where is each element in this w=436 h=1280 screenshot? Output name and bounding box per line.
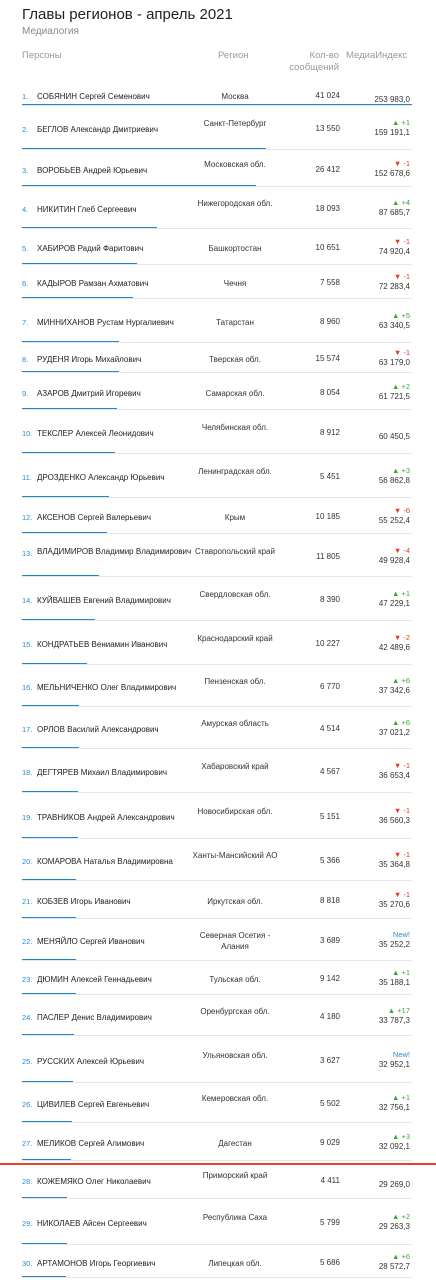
person-name: ДЕГТЯРЕВ Михаил Владимирович [37, 768, 167, 777]
media-index: 35 188,1 [378, 978, 410, 987]
rank-number: 24. [22, 1013, 33, 1022]
media-index: 55 252,4 [378, 516, 410, 525]
person-name: МЕНЯЙЛО Сергей Иванович [37, 937, 145, 946]
message-count: 41 024 [315, 91, 340, 100]
media-index: 56 862,8 [378, 476, 410, 485]
rank-change-badge: ▼ -1 [393, 806, 410, 815]
rank-change-badge: ▲ +6 [391, 718, 410, 727]
region-name: Тульская обл. [209, 975, 261, 984]
table-row[interactable] [0, 345, 436, 375]
media-index: 49 928,4 [378, 556, 410, 565]
media-index: 37 021,2 [378, 728, 410, 737]
page-title: Главы регионов - апрель 2021 [22, 6, 233, 23]
region-name: Республика Саха [202, 1213, 268, 1222]
person-name: ОРЛОВ Василий Александрович [37, 725, 159, 734]
media-index: 28 572,7 [378, 1262, 410, 1271]
row-divider [22, 1122, 412, 1123]
row-divider [22, 706, 412, 707]
rank-number: 5. [22, 244, 29, 253]
table-row[interactable] [0, 841, 436, 883]
message-count: 18 093 [315, 204, 340, 213]
media-index: 72 283,4 [378, 282, 410, 291]
rank-number: 8. [22, 355, 29, 364]
rank-number: 27. [22, 1139, 33, 1148]
person-name: ТЕКСЛЕР Алексей Леонидович [37, 429, 154, 438]
table-row[interactable] [0, 152, 436, 189]
region-name: Москва [221, 92, 249, 101]
media-index: 32 092,1 [378, 1142, 410, 1151]
row-divider [22, 264, 412, 265]
person-name: КУЙВАШЕВ Евгений Владимирович [37, 596, 171, 605]
person-name: КАДЫРОВ Рамзан Ахматович [37, 279, 149, 288]
region-name: Липецкая обл. [208, 1259, 262, 1268]
region-name: Ульяновская обл. [202, 1051, 268, 1060]
media-index: 47 229,1 [378, 599, 410, 608]
column-header-persons[interactable]: Персоны [22, 50, 62, 61]
message-count: 15 574 [315, 354, 340, 363]
rank-number: 6. [22, 279, 29, 288]
table-row[interactable] [0, 1247, 436, 1280]
message-count: 10 185 [315, 512, 340, 521]
rank-number: 19. [22, 813, 33, 822]
message-count: 13 550 [315, 124, 340, 133]
media-index: 63 179,0 [378, 358, 410, 367]
message-count: 10 227 [315, 639, 340, 648]
rank-number: 15. [22, 640, 33, 649]
region-name: Ленинградская обл. [198, 467, 272, 476]
row-divider [22, 576, 412, 577]
rank-change-badge: ▲ +1 [391, 968, 410, 977]
media-index: 32 952,1 [378, 1060, 410, 1069]
table-row[interactable] [0, 500, 436, 536]
person-name: НИКОЛАЕВ Айсен Сергеевич [37, 1219, 147, 1228]
person-name: БЕГЛОВ Александр Дмитриевич [37, 125, 159, 134]
rank-number: 3. [22, 166, 29, 175]
rank-number: 22. [22, 937, 33, 946]
table-row[interactable] [0, 667, 436, 709]
media-index: 87 685,7 [378, 208, 410, 217]
region-name: Нижегородская обл. [197, 199, 273, 208]
row-divider [22, 1244, 412, 1245]
region-name: Иркутская обл. [207, 897, 263, 906]
rank-change-badge: ▲ +3 [391, 1132, 410, 1141]
person-name: ЦИВИЛЕВ Сергей Евгеньевич [37, 1100, 150, 1109]
rank-change-badge: ▼ -1 [393, 348, 410, 357]
table-row[interactable] [0, 795, 436, 841]
message-count: 10 651 [315, 243, 340, 252]
row-divider [22, 298, 412, 299]
rank-change-badge: ▼ -6 [393, 506, 410, 515]
region-name: Пензенская обл. [204, 677, 266, 686]
table-row[interactable] [0, 963, 436, 997]
media-index: 37 342,6 [378, 686, 410, 695]
table-row[interactable] [0, 108, 436, 152]
table-row[interactable] [0, 997, 436, 1038]
region-name: Свердловская обл. [199, 590, 271, 599]
table-row[interactable] [0, 883, 436, 921]
rank-number: 1. [22, 92, 29, 101]
rank-number: 13. [22, 549, 33, 558]
table-row[interactable] [0, 751, 436, 795]
rank-change-badge: ▲ +1 [391, 1093, 410, 1102]
row-divider [22, 838, 412, 839]
message-count: 4 567 [319, 767, 340, 776]
rank-number: 25. [22, 1057, 33, 1066]
table-row[interactable] [0, 267, 436, 301]
table-row[interactable] [0, 412, 436, 456]
row-divider [22, 497, 412, 498]
rank-number: 17. [22, 725, 33, 734]
row-divider [22, 880, 412, 881]
rank-change-badge: ▼ -1 [393, 850, 410, 859]
person-name: ХАБИРОВ Радий Фаритович [37, 244, 144, 253]
rank-number: 28. [22, 1177, 33, 1186]
person-name: АКСЕНОВ Сергей Валерьевич [37, 513, 151, 522]
message-count: 5 451 [319, 472, 340, 481]
region-name: Ханты-Мансийский АО [192, 851, 278, 860]
table-row[interactable] [0, 579, 436, 623]
rank-change-badge: ▲ +2 [391, 382, 410, 391]
table-row[interactable] [0, 231, 436, 267]
message-count: 8 818 [319, 896, 340, 905]
table-row[interactable] [0, 375, 436, 412]
media-index: 42 489,6 [378, 643, 410, 652]
table-row[interactable] [0, 83, 436, 108]
message-count: 4 180 [319, 1012, 340, 1021]
row-divider [22, 1277, 412, 1278]
rank-change-badge: ▼ -1 [393, 272, 410, 281]
media-index: 35 270,6 [378, 900, 410, 909]
table-row[interactable] [0, 456, 436, 500]
message-count: 8 390 [319, 595, 340, 604]
row-divider [22, 149, 412, 150]
rank-number: 30. [22, 1259, 33, 1268]
person-name: РУДЕНЯ Игорь Михайлович [37, 355, 142, 364]
table-row[interactable] [0, 301, 436, 345]
message-count: 9 029 [319, 1138, 340, 1147]
rank-number: 16. [22, 683, 33, 692]
rank-change-badge: ▼ -1 [393, 890, 410, 899]
media-index: 29 269,0 [378, 1180, 410, 1189]
media-index: 36 560,3 [378, 816, 410, 825]
person-name: ТРАВНИКОВ Андрей Александрович [37, 813, 175, 822]
rank-number: 14. [22, 596, 33, 605]
rank-number: 10. [22, 429, 33, 438]
row-divider [22, 994, 412, 995]
rank-change-badge: ▲ +4 [391, 198, 410, 207]
column-header-index[interactable]: МедиаИндекс [346, 50, 408, 61]
person-name: МЕЛЬНИЧЕНКО Олег Владимирович [37, 683, 177, 692]
region-name: Северная Осетия - Алания [199, 931, 271, 951]
rank-number: 9. [22, 389, 29, 398]
message-count: 26 412 [315, 165, 340, 174]
region-name: Дагестан [218, 1139, 252, 1148]
message-count: 5 799 [319, 1218, 340, 1227]
table-row[interactable] [0, 1125, 436, 1163]
rank-change-badge: ▲ +1 [391, 589, 410, 598]
message-count: 5 366 [319, 856, 340, 865]
rank-number: 11. [22, 473, 32, 482]
rank-change-badge: ▼ -1 [393, 159, 410, 168]
media-index: 29 263,3 [378, 1222, 410, 1231]
table-row[interactable] [0, 709, 436, 751]
rank-change-badge: ▼ -4 [393, 546, 410, 555]
person-name: ВОРОБЬЕВ Андрей Юрьевич [37, 166, 148, 175]
person-name: ПАСЛЕР Денис Владимирович [37, 1013, 152, 1022]
rank-number: 12. [22, 513, 33, 522]
region-name: Тверская обл. [209, 355, 261, 364]
row-divider [22, 372, 412, 373]
media-index: 32 756,1 [378, 1103, 410, 1112]
message-count: 9 142 [319, 974, 340, 983]
region-name: Краснодарский край [197, 634, 273, 643]
media-index: 36 653,4 [378, 771, 410, 780]
rank-number: 18. [22, 768, 33, 777]
region-name: Оренбургская обл. [200, 1007, 270, 1016]
rank-change-badge: ▼ -1 [393, 237, 410, 246]
person-name: РУССКИХ Алексей Юрьевич [37, 1057, 144, 1066]
media-index: 152 678,6 [374, 169, 410, 178]
person-name: ДЮМИН Алексей Геннадьевич [37, 975, 152, 984]
region-name: Приморский край [202, 1171, 268, 1180]
rank-number: 29. [22, 1219, 33, 1228]
media-index: 63 340,5 [378, 321, 410, 330]
row-divider [22, 228, 412, 229]
row-divider [22, 342, 412, 343]
person-name: КОБЗЕВ Игорь Иванович [37, 897, 131, 906]
row-divider [22, 453, 412, 454]
message-count: 8 960 [319, 317, 340, 326]
row-divider [22, 748, 412, 749]
media-index: 159 191,1 [374, 128, 410, 137]
table-row[interactable] [0, 1038, 436, 1085]
table-row[interactable] [0, 189, 436, 231]
media-index: 33 787,3 [378, 1016, 410, 1025]
message-count: 3 627 [319, 1056, 340, 1065]
region-name: Амурская область [201, 719, 269, 728]
message-count: 4 514 [319, 724, 340, 733]
region-name: Ставропольский край [195, 547, 275, 556]
rank-change-badge: ▲ +3 [391, 466, 410, 475]
person-name: МЕЛИКОВ Сергей Алимович [37, 1139, 145, 1148]
rank-change-badge: ▲ +2 [391, 1212, 410, 1221]
cutoff-line [0, 1163, 436, 1165]
row-divider [22, 409, 412, 410]
row-divider [22, 533, 412, 534]
row-divider [22, 1082, 412, 1083]
region-name: Московская обл. [204, 160, 266, 169]
rank-change-badge: New! [392, 1050, 410, 1059]
row-divider [22, 620, 412, 621]
row-divider [22, 105, 412, 106]
rank-change-badge: ▲ +1 [391, 118, 410, 127]
row-divider [22, 186, 412, 187]
rank-number: 4. [22, 205, 29, 214]
region-name: Санкт-Петербург [203, 119, 267, 128]
rank-change-badge: ▲ +17 [387, 1006, 410, 1015]
rank-change-badge: ▲ +5 [391, 311, 410, 320]
row-divider [22, 918, 412, 919]
region-name: Татарстан [216, 318, 254, 327]
region-name: Крым [224, 513, 246, 522]
message-count: 8 912 [319, 428, 340, 437]
rank-number: 23. [22, 975, 33, 984]
message-count: 5 151 [319, 812, 340, 821]
region-name: Башкортостан [208, 244, 262, 253]
table-row[interactable] [0, 1201, 436, 1247]
rank-change-badge: New! [392, 930, 410, 939]
region-name: Самарская обл. [205, 389, 265, 398]
row-divider [22, 792, 412, 793]
media-index: 74 920,4 [378, 247, 410, 256]
row-divider [22, 960, 412, 961]
message-count: 5 502 [319, 1099, 340, 1108]
rank-number: 2. [22, 125, 29, 134]
table-row[interactable] [0, 1085, 436, 1125]
message-count: 8 054 [319, 388, 340, 397]
row-divider [22, 664, 412, 665]
media-index: 35 252,2 [378, 940, 410, 949]
media-index: 35 364,8 [378, 860, 410, 869]
person-name: ВЛАДИМИРОВ Владимир Владимирович [37, 547, 192, 556]
column-header-count[interactable]: Кол-во сообщений [289, 50, 339, 73]
page-subtitle: Медиалогия [22, 26, 79, 37]
person-name: КОМАРОВА Наталья Владимировна [37, 857, 173, 866]
region-name: Чечня [223, 279, 247, 288]
person-name: АЗАРОВ Дмитрий Игоревич [37, 389, 141, 398]
message-count: 11 805 [316, 552, 340, 561]
person-name: КОЖЕМЯКО Олег Николаевич [37, 1177, 151, 1186]
column-header-region[interactable]: Регион [218, 50, 249, 61]
message-count: 4 411 [320, 1176, 340, 1185]
table-row[interactable] [0, 623, 436, 667]
media-index: 61 721,5 [378, 392, 410, 401]
rank-change-badge: ▲ +6 [391, 676, 410, 685]
rank-change-badge: ▼ -1 [393, 761, 410, 770]
media-index: 253 983,0 [374, 95, 410, 104]
message-count: 3 689 [319, 936, 340, 945]
media-index: 60 450,5 [378, 432, 410, 441]
region-name: Челябинская обл. [201, 423, 269, 432]
region-name: Хабаровский край [201, 762, 269, 771]
person-name: МИННИХАНОВ Рустам Нургалиевич [37, 318, 174, 327]
table-row[interactable] [0, 1163, 436, 1201]
row-divider [22, 1035, 412, 1036]
message-count: 5 686 [319, 1258, 340, 1267]
person-name: АРТАМОНОВ Игорь Георгиевич [37, 1259, 156, 1268]
table-row[interactable] [0, 536, 436, 579]
rank-number: 26. [22, 1100, 33, 1109]
rank-change-badge: ▲ +6 [391, 1252, 410, 1261]
person-name: СОБЯНИН Сергей Семенович [37, 92, 150, 101]
person-name: КОНДРАТЬЕВ Вениамин Иванович [37, 640, 168, 649]
table-row[interactable] [0, 921, 436, 963]
rank-number: 21. [22, 897, 33, 906]
rank-number: 7. [22, 318, 29, 327]
person-name: НИКИТИН Глеб Сергеевич [37, 205, 137, 214]
message-count: 6 770 [319, 682, 340, 691]
row-divider [22, 1198, 412, 1199]
region-name: Кемеровская обл. [201, 1094, 269, 1103]
person-name: ДРОЗДЕНКО Александр Юрьевич [37, 473, 165, 482]
rank-number: 20. [22, 857, 33, 866]
region-name: Новосибирская обл. [197, 807, 273, 816]
message-count: 7 558 [319, 278, 340, 287]
row-divider [22, 1160, 412, 1161]
rank-change-badge: ▼ -2 [393, 633, 410, 642]
